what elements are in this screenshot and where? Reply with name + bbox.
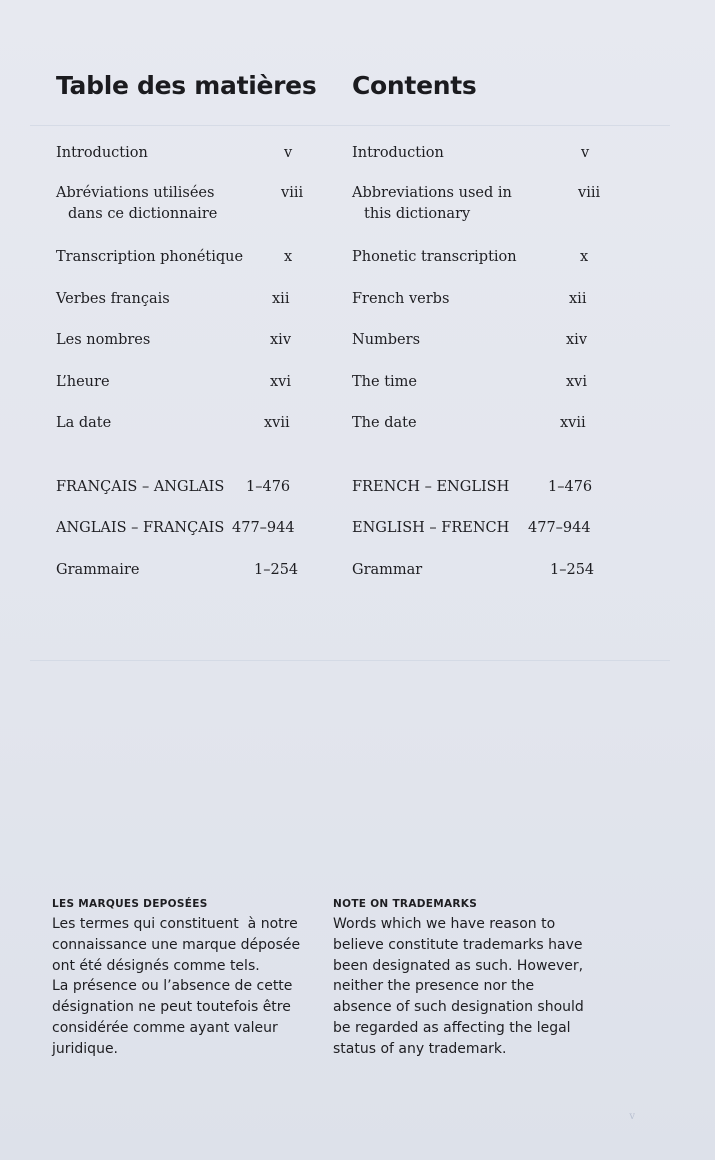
- show-through-rule: [30, 660, 670, 661]
- toc-entry-label-line: Phonetic transcription: [352, 249, 517, 265]
- toc-entry-label-line: ANGLAIS – FRANÇAIS: [56, 520, 225, 536]
- toc-entry-page: viii: [578, 185, 601, 201]
- toc-entry-label-line: French verbs: [352, 291, 450, 307]
- toc-entry-page: xii: [569, 291, 587, 307]
- toc-entry-label: [56, 289, 170, 310]
- toc-entry-page: xii: [272, 291, 290, 307]
- toc-entry-page: 1–476: [246, 479, 291, 495]
- toc-entry-page: x: [580, 249, 589, 265]
- toc-entry-label-line: Abbreviations used in: [352, 185, 512, 201]
- notice-line: Words which we have reason to: [333, 916, 556, 932]
- toc-entry-page: xvi: [566, 374, 588, 390]
- toc-entry-label: [56, 183, 217, 225]
- toc-entry-label: [56, 247, 243, 268]
- toc-entry-label-line: Les nombres: [56, 332, 151, 348]
- toc-entry-label: [352, 247, 517, 268]
- toc-entry-label-line: dans ce dictionnaire: [68, 206, 218, 222]
- notice-line: désignation ne peut toutefois être: [52, 999, 291, 1016]
- toc-entry-label: [56, 477, 224, 498]
- trademark-notice-french: [52, 898, 317, 1060]
- toc-entry-label: [56, 372, 110, 393]
- toc-entry-label-line: Abréviations utilisées: [56, 185, 215, 201]
- toc-entry-page: xvi: [270, 374, 292, 390]
- notice-line: La présence ou l’absence de cette: [52, 978, 293, 995]
- show-through-rule: [30, 125, 670, 126]
- toc-entry-label: [352, 289, 449, 310]
- notice-line: be regarded as affecting the legal: [333, 1019, 571, 1036]
- title-english: Contents: [352, 71, 477, 100]
- notice-heading: NOTE ON TRADEMARKS: [333, 898, 478, 910]
- notice-line: ont été désignés comme tels.: [52, 957, 260, 974]
- toc-entry-label: [352, 183, 512, 225]
- toc-entry-label: [352, 518, 509, 539]
- toc-entry-label-line: FRANÇAIS – ANGLAIS: [56, 479, 225, 495]
- trademark-notice-english: [333, 898, 623, 1060]
- toc-entry-label-line: Grammar: [352, 562, 423, 578]
- toc-entry-page: 477–944: [232, 520, 295, 536]
- toc-entry-label: [352, 413, 417, 434]
- toc-entry-label-line: Introduction: [352, 145, 444, 161]
- toc-entry-label-line: Numbers: [352, 332, 421, 348]
- toc-entry-label: [352, 560, 422, 581]
- notice-line: juridique.: [52, 1040, 119, 1057]
- toc-entry-page: viii: [281, 185, 304, 201]
- toc-entry-label: [56, 330, 150, 351]
- toc-entry-label: [56, 518, 224, 539]
- notice-line: been designated as such. However,: [333, 957, 584, 974]
- toc-entry-page: x: [284, 249, 293, 265]
- toc-entry-label-line: ENGLISH – FRENCH: [352, 520, 510, 536]
- toc-entry-label: [352, 330, 420, 351]
- toc-entry-page: 1–254: [550, 562, 595, 578]
- toc-entry-label: [352, 372, 417, 393]
- toc-entry-page: xvii: [560, 415, 586, 431]
- notice-line: absence of such designation should: [333, 999, 584, 1016]
- toc-entry-label-line: The date: [352, 415, 417, 431]
- notice-line: Les termes qui constituent à notre: [52, 916, 298, 932]
- toc-entry-page: v: [581, 145, 590, 161]
- toc-entry-page: 1–476: [548, 479, 593, 495]
- toc-entry-label-line: Verbes français: [56, 291, 170, 307]
- toc-entry-page: xvii: [264, 415, 290, 431]
- toc-entry-label: [56, 413, 111, 434]
- toc-entry-label-line: La date: [56, 415, 112, 431]
- notice-line: status of any trademark.: [333, 1040, 507, 1057]
- title-french: Table des matières: [56, 71, 317, 100]
- notice-line: considérée comme ayant valeur: [52, 1019, 278, 1036]
- toc-entry-label-line: L’heure: [56, 374, 110, 390]
- page-number: v: [629, 1111, 635, 1122]
- notice-line: believe constitute trademarks have: [333, 936, 583, 953]
- toc-entry-label-line: Grammaire: [56, 562, 140, 578]
- toc-entry-page: 477–944: [528, 520, 591, 536]
- toc-entry-label: [56, 560, 139, 581]
- toc-entry-label: [352, 143, 444, 164]
- toc-entry-label: [56, 143, 148, 164]
- toc-entry-label-line: this dictionary: [364, 206, 471, 222]
- toc-entry-page: 1–254: [254, 562, 299, 578]
- toc-entry-label-line: Transcription phonétique: [56, 249, 244, 265]
- notice-body: [333, 914, 623, 1060]
- notice-body: [52, 914, 317, 1060]
- toc-entry-page: v: [284, 145, 293, 161]
- toc-entry-page: xiv: [566, 332, 588, 348]
- toc-entry-label-line: FRENCH – ENGLISH: [352, 479, 510, 495]
- notice-line: neither the presence nor the: [333, 978, 535, 995]
- toc-entry-label: [352, 477, 509, 498]
- notice-line: connaissance une marque déposée: [52, 936, 301, 953]
- toc-entry-label-line: The time: [352, 374, 417, 390]
- notice-heading: LES MARQUES DEPOSÉES: [52, 898, 208, 910]
- toc-entry-label-line: Introduction: [56, 145, 148, 161]
- toc-entry-page: xiv: [270, 332, 292, 348]
